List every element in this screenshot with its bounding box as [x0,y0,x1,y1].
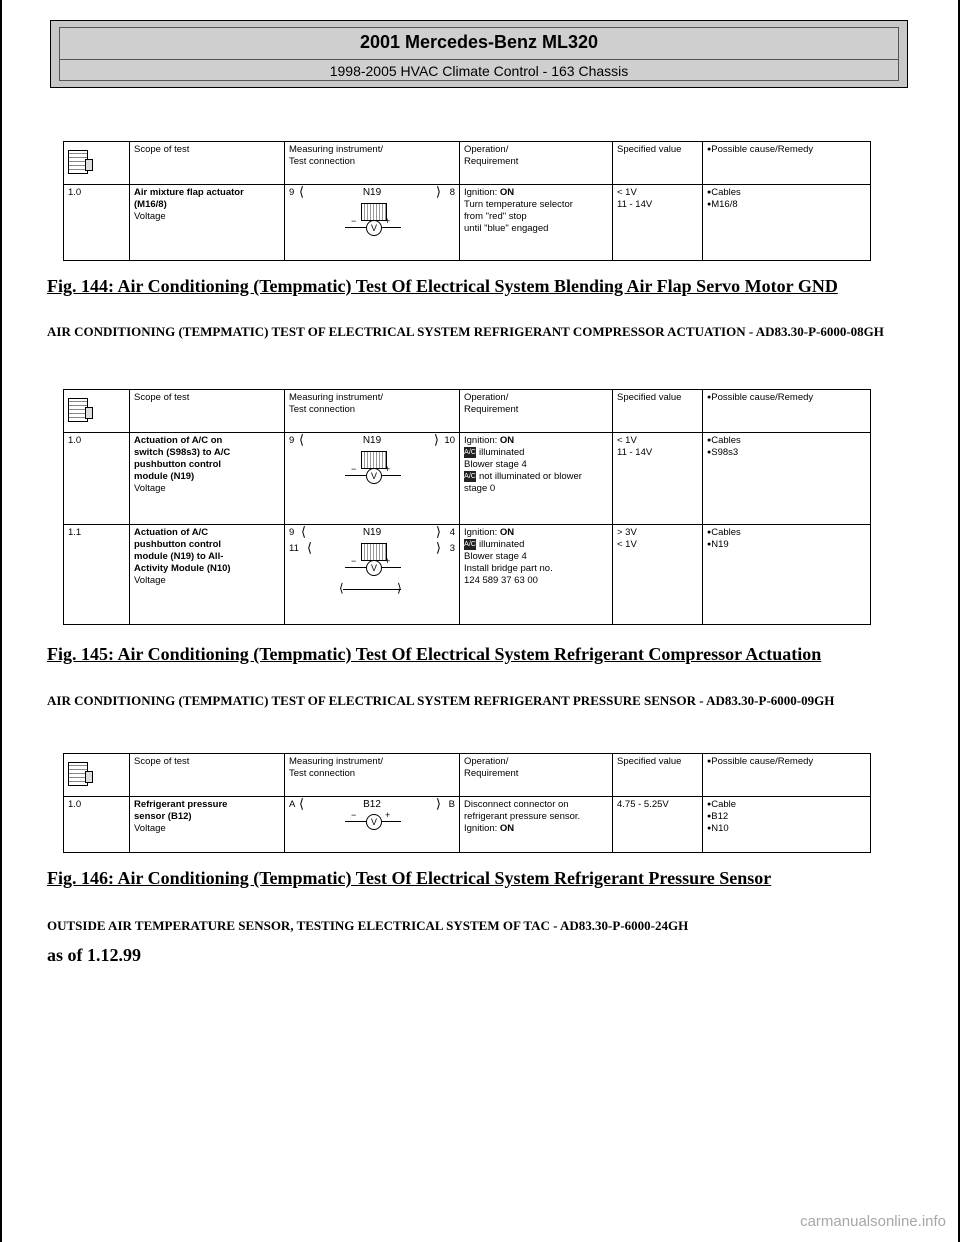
connector-right-icon: ⟩ [433,432,439,447]
operation-cell: Ignition: ON A/C illuminated Blower stage 4 A/C not illuminated or blower stage 0 [460,433,613,525]
voltmeter-icon: V [366,560,382,576]
pin-label: 3 [449,543,455,554]
module-label: N19 [362,435,382,446]
document-icon [68,398,88,422]
col-instrument: Measuring instrument/ Test connection [285,390,460,433]
pin-label: 9 [289,187,295,198]
pin-label: 8 [449,187,455,198]
section-heading-compressor: AIR CONDITIONING (TEMPMATIC) TEST OF ELECTRICAL SYSTEM REFRIGERANT COMPRESSOR ACTUATION - AD83.30-P-6000-08GH [47,324,884,339]
module-icon [361,451,387,469]
connector-right-icon: ⟩ [435,796,441,811]
indicator-icon: A/C [464,473,476,481]
col-instrument: Measuring instrument/ Test connection [285,754,460,797]
scope-cell: Actuation of A/C pushbutton control module (N19) to All- Activity Module (N10) Voltage [130,525,285,625]
specified-cell: < 1V 11 - 14V [613,433,703,525]
connector-right-icon: ⟩ [435,184,441,199]
table-header-row [64,142,871,185]
pin-label: 4 [449,527,455,538]
table-row [64,433,871,525]
col-specified: Specified value [613,754,703,797]
instrument-cell [285,185,460,261]
doc-icon-cell [64,754,130,797]
col-operation: Operation/ Requirement [460,390,613,433]
indicator-icon: A/C [464,449,476,456]
instrument-cell [285,525,460,625]
table-row [64,797,871,853]
header-title: 2001 Mercedes-Benz ML320 [359,32,599,52]
col-operation: Operation/ Requirement [460,142,613,185]
wiring-diagram: 9 ⟨ 11 ⟨ N19 ⟩ 4 ⟩ 3 V − + ⟨ ⟩ [289,524,455,595]
specified-cell: 4.75 - 5.25V [613,797,703,853]
operation-cell: Disconnect connector on refrigerant pressure sensor. Ignition: ON [460,797,613,853]
voltmeter-icon: V [366,814,382,830]
operation-cell: Ignition: ON Turn temperature selector from "red" stop until "blue" engaged [460,185,613,261]
operation-cell: Ignition: ON A/C illuminated Blower stage 4 Install bridge part no. 124 589 37 63 00 [460,525,613,625]
module-label: N19 [362,527,382,538]
col-remedy: ● Possible cause/Remedy [703,754,871,797]
connector-left-icon: ⟨ [299,796,305,811]
pin-label: A [289,799,296,810]
scope-cell: Actuation of A/C on switch (S98s3) to A/C pushbutton control module (N19) Voltage [130,433,285,525]
page-header-inner [59,27,899,81]
pin-label: 11 [289,543,299,554]
col-scope: Scope of test [130,142,285,185]
table-header-row [64,390,871,433]
col-scope: Scope of test [130,754,285,797]
test-table-fig144 [63,141,871,261]
col-specified: Specified value [613,142,703,185]
module-label: N19 [362,187,382,198]
col-operation: Operation/ Requirement [460,754,613,797]
bridge-icon [343,589,401,590]
doc-icon-cell [64,390,130,433]
remedy-cell: ● Cable ● B12 ● N10 [703,797,871,853]
remedy-cell: ● Cables ● M16/8 [703,185,871,261]
pin-label: 9 [289,527,295,538]
wiring-diagram: A ⟨ B12 ⟩ B V − + [289,799,455,839]
scope-cell: Air mixture flap actuator (M16/8) Voltage [130,185,285,261]
connector-left-icon: ⟨ [301,524,307,539]
wiring-diagram: 9 ⟨ N19 ⟩ 8 V − + [289,187,455,247]
test-table-fig146 [63,753,871,853]
figure-caption-146: Fig. 146: Air Conditioning (Tempmatic) Test Of Electrical System Refrigerant Pressure Sensor [47,868,772,888]
voltmeter-icon: V [366,468,382,484]
pin-label: B [448,799,455,810]
connector-right-icon: ⟩ [435,540,441,555]
instrument-cell [285,797,460,853]
module-icon [361,203,387,221]
scope-cell: Refrigerant pressure sensor (B12) Voltage [130,797,285,853]
remedy-cell: ● Cables ● N19 [703,525,871,625]
voltmeter-icon: V [366,220,382,236]
test-table-fig145 [63,389,871,625]
figure-caption-145: Fig. 145: Air Conditioning (Tempmatic) Test Of Electrical System Refrigerant Compressor Actuation [47,644,822,664]
connector-left-icon: ⟨ [299,432,305,447]
header-divider [60,59,898,60]
instrument-cell [285,433,460,525]
row-number: 1.0 [64,797,130,853]
specified-cell: < 1V 11 - 14V [613,185,703,261]
module-icon [361,543,387,561]
col-remedy: ● Possible cause/Remedy [703,390,871,433]
connector-right-icon: ⟩ [435,524,441,539]
connector-left-icon: ⟨ [307,540,313,555]
row-number: 1.1 [64,525,130,625]
col-scope: Scope of test [130,390,285,433]
col-specified: Specified value [613,390,703,433]
pin-label: 10 [444,435,455,446]
as-of-note: as of 1.12.99 [47,945,141,965]
module-label: B12 [363,799,381,810]
wiring-diagram: 9 ⟨ N19 ⟩ 10 V − + [289,435,455,495]
pin-label: 9 [289,435,295,446]
doc-icon-cell [64,142,130,185]
specified-cell: > 3V < 1V [613,525,703,625]
table-row [64,525,871,625]
figure-caption-144: Fig. 144: Air Conditioning (Tempmatic) Test Of Electrical System Blending Air Flap Servo Motor GND [47,276,838,296]
page-header [50,20,908,88]
remedy-cell: ● Cables ● S98s3 [703,433,871,525]
document-icon [68,150,88,174]
document-icon [68,762,88,786]
page-border-left [0,0,2,1242]
header-subtitle: 1998-2005 HVAC Climate Control - 163 Chassis [329,63,629,79]
watermark: carmanualsonline.info [800,1213,946,1230]
col-instrument: Measuring instrument/ Test connection [285,142,460,185]
table-row [64,185,871,261]
indicator-icon: A/C [464,541,476,548]
section-heading-pressure-sensor: AIR CONDITIONING (TEMPMATIC) TEST OF ELECTRICAL SYSTEM REFRIGERANT PRESSURE SENSOR - AD83.30-P-6000-09GH [47,693,835,708]
row-number: 1.0 [64,185,130,261]
section-heading-outside-air: OUTSIDE AIR TEMPERATURE SENSOR, TESTING ELECTRICAL SYSTEM OF TAC - AD83.30-P-6000-24GH [47,918,689,933]
table-header-row [64,754,871,797]
row-number: 1.0 [64,433,130,525]
col-remedy: ● Possible cause/Remedy [703,142,871,185]
connector-left-icon: ⟨ [299,184,305,199]
